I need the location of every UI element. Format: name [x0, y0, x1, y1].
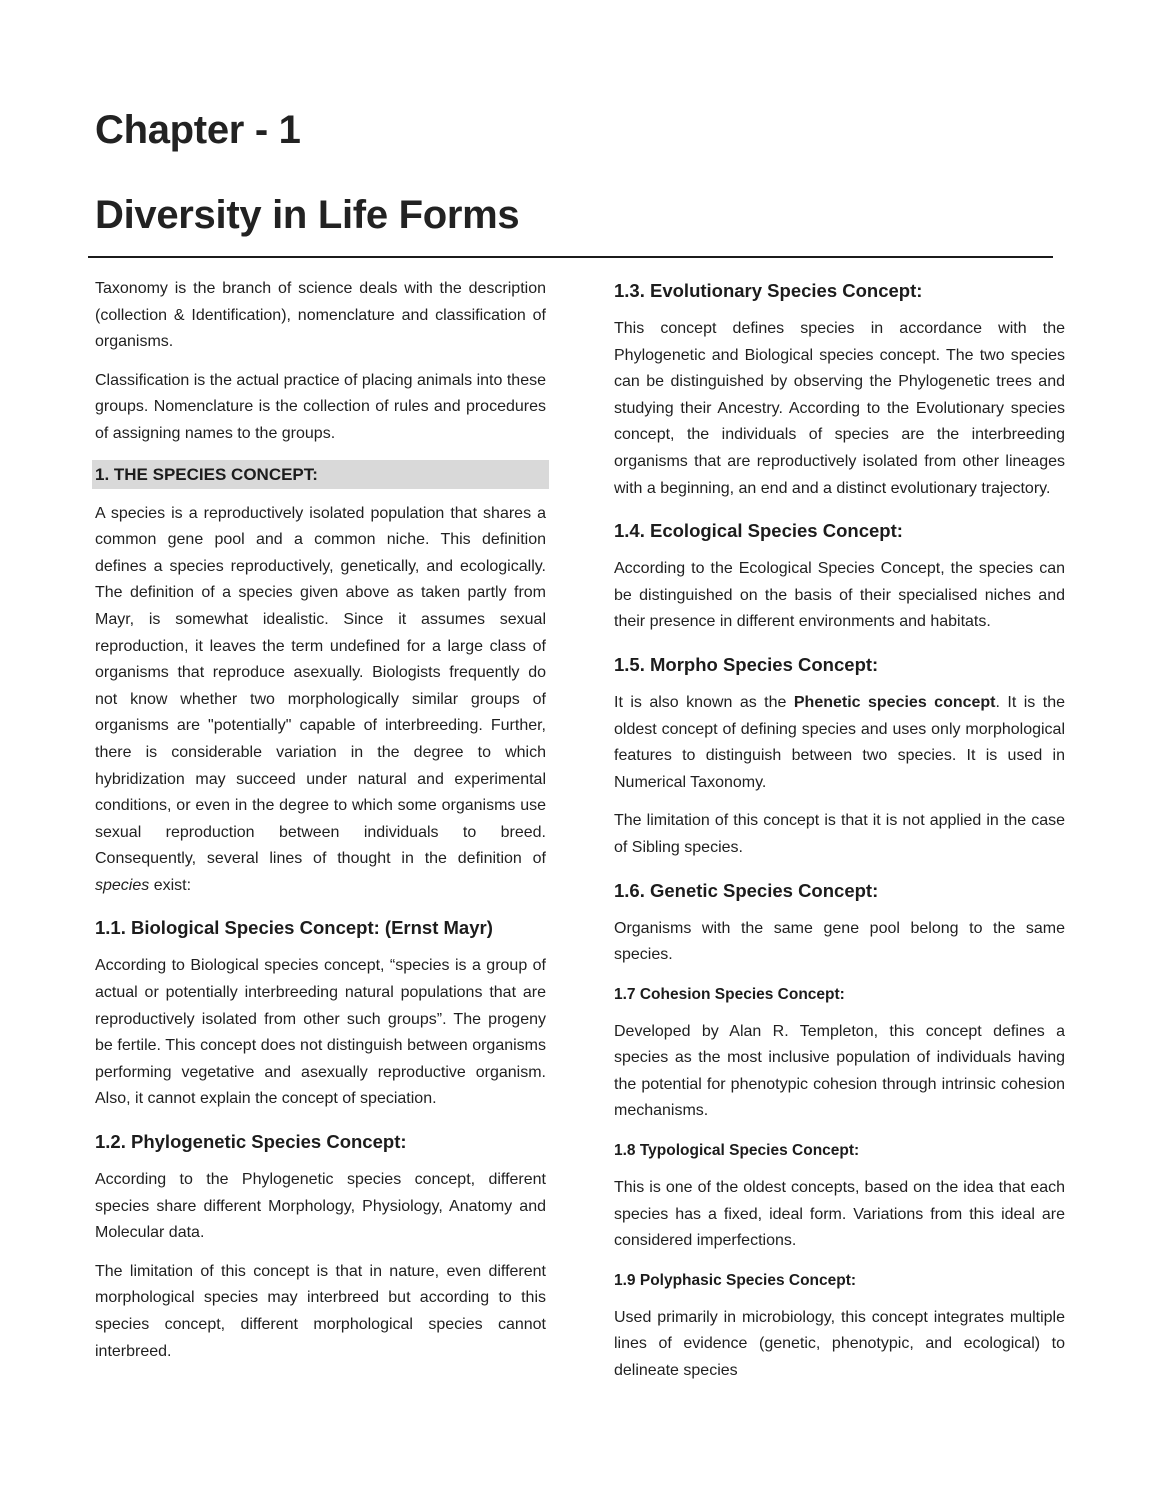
phylogenetic-concept-paragraph-2: The limitation of this concept is that in nature, even different morphological species may interbreed but according to this species concept, different morphological species cannot interbreed. — [95, 1262, 546, 1360]
evolutionary-concept-paragraph: This concept defines species in accordance with the Phylogenetic and Biological species concept. The two species can be distinguished by observing the Phylogenetic trees and studying their Ancestry. According to the Evolutionary species concept, the individuals of species are the interbreeding organisms that are reproductively isolated from other lineages with a beginning, an end and a distinct evolutionary trajectory. — [614, 320, 1065, 497]
polyphasic-concept-heading: 1.9 Polyphasic Species Concept: — [614, 1271, 857, 1289]
species-concept-heading: 1. THE SPECIES CONCEPT: — [92, 460, 549, 489]
morpho-concept-heading: 1.5. Morpho Species Concept: — [614, 653, 879, 675]
species-concept-paragraph — [95, 501, 546, 900]
chapter-label: Chapter - 1 — [95, 108, 301, 152]
right-column — [614, 276, 1065, 1397]
morpho-paragraph-start: It is also known as the — [614, 693, 787, 711]
biological-concept-paragraph: According to Biological species concept, “species is a group of actual or potentially interbreeding natural populations that are reproductively isolated from other such groups”. The progeny be fertile. This concept does not distinguish between organisms performing vegetative and asexually reproductive organism. Also, it cannot explain the concept of speciation. — [95, 957, 546, 1108]
morpho-paragraph-end: . It is the oldest concept of defining species and uses only morphological features to distinguish between two species. It is used in Numerical Taxonomy. — [614, 693, 1065, 791]
morpho-concept-paragraph-1 — [614, 690, 1065, 796]
polyphasic-concept-paragraph: Used primarily in microbiology, this concept integrates multiple lines of evidence (genetic, phenotypic, and ecological) to delineate species — [614, 1308, 1065, 1380]
biological-concept-heading: 1.1. Biological Species Concept: (Ernst Mayr) — [95, 917, 493, 939]
page-title: Diversity in Life Forms — [95, 193, 520, 237]
title-divider — [88, 256, 1053, 258]
morpho-concept-paragraph-2: The limitation of this concept is that it is not applied in the case of Sibling species. — [614, 812, 1065, 856]
ecological-concept-paragraph: According to the Ecological Species Concept, the species can be distinguished on the basis of their specialised niches and their presence in different environments and habitats. — [614, 560, 1065, 631]
phylogenetic-concept-paragraph-1: According to the Phylogenetic species concept, different species share different Morphology, Physiology, Anatomy and Molecular data. — [95, 1171, 546, 1242]
phenetic-concept-term: Phenetic species concept — [793, 693, 996, 711]
phylogenetic-concept-heading: 1.2. Phylogenetic Species Concept: — [95, 1131, 407, 1153]
left-column — [95, 276, 546, 1377]
typological-concept-paragraph: This is one of the oldest concepts, based on the idea that each species has a fixed, ideal form. Variations from this ideal are considered imperfections. — [614, 1179, 1065, 1250]
species-emphasis: species — [95, 876, 150, 894]
ecological-concept-heading: 1.4. Ecological Species Concept: — [614, 520, 903, 542]
cohesion-concept-heading: 1.7 Cohesion Species Concept: — [614, 985, 845, 1003]
typological-concept-heading: 1.8 Typological Species Concept: — [614, 1142, 860, 1160]
cohesion-concept-paragraph: Developed by Alan R. Templeton, this concept defines a species as the most inclusive population of individuals having the potential for phenotypic cohesion through intrinsic cohesion mechanisms. — [614, 1022, 1065, 1120]
evolutionary-concept-heading: 1.3. Evolutionary Species Concept: — [614, 280, 923, 301]
intro-paragraph-2: Classification is the actual practice of placing animals into these groups. Nomenclature is the collection of rules and procedures of assigning names to the groups. — [95, 371, 546, 442]
species-paragraph-text: A species is a reproductively isolated population that shares a common gene pool and a common niche. This definition defines a species reproductively, genetically, and ecologically. The definition of a species given above as taken partly from Mayr, is somewhat idealistic. Since it assumes sexual reproduction, it leaves the term undefined for a large class of organisms that reproduce asexually. Biologists frequently do not know whether two morphologically similar groups of organisms are "potentially" capable of interbreeding. Further, there is considerable variation in the degree to which hybridization may succeed under natural and experimental conditions, or even in the degree to which some organisms use sexual reproduction between individuals to breed. Consequently, several lines of thought in the definition of — [95, 504, 546, 868]
species-paragraph-end: exist: — [153, 876, 192, 894]
genetic-concept-heading: 1.6. Genetic Species Concept: — [614, 879, 879, 901]
intro-paragraph-1: Taxonomy is the branch of science deals with the description (collection & Identification), nomenclature and classification of organisms. — [95, 280, 546, 351]
genetic-concept-paragraph: Organisms with the same gene pool belong to the same species. — [614, 919, 1065, 964]
